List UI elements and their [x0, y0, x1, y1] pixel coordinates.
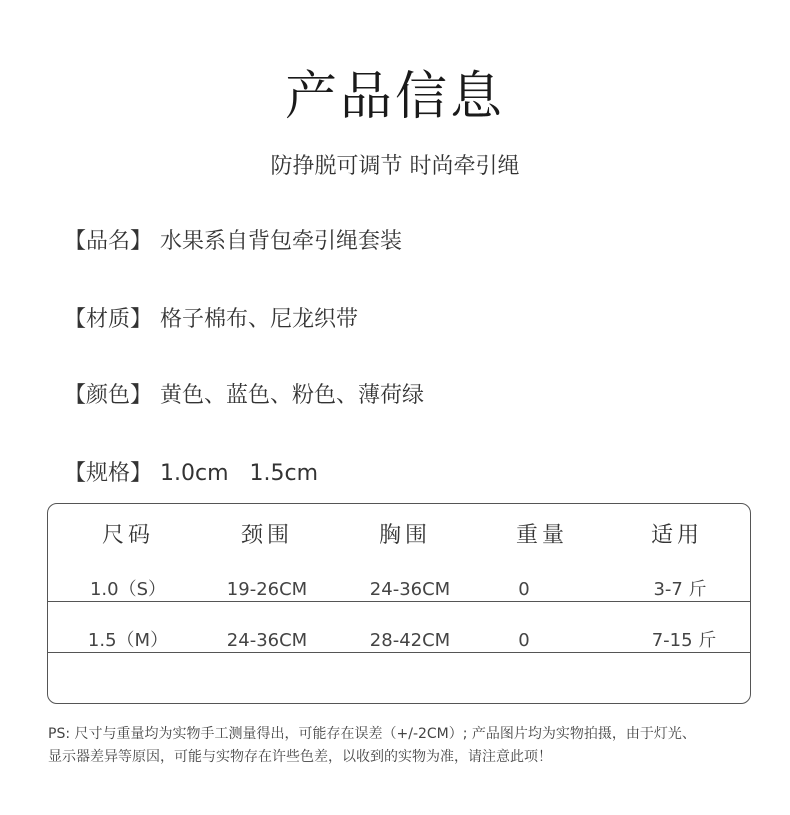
spec-name — [64, 225, 402, 259]
spec-label: 【材质】 — [64, 307, 153, 332]
table-cell: 24-36CM — [369, 579, 451, 600]
table-cell: 24-36CM — [226, 630, 308, 651]
table-cell: 3-7 斤 — [653, 579, 707, 600]
table-cell: 19-26CM — [226, 579, 308, 600]
table-header-neck: 颈围 — [240, 523, 293, 548]
table-cell: 0 — [518, 630, 530, 651]
spec-value: 格子棉布、尼龙织带 — [160, 307, 359, 332]
spec-value: 1.0cm 1.5cm — [160, 461, 319, 486]
spec-color — [64, 379, 424, 413]
table-cell: 1.0（S） — [89, 579, 167, 600]
table-cell: 28-42CM — [369, 630, 451, 651]
table-divider — [47, 601, 751, 602]
table-cell: 0 — [518, 579, 530, 600]
table-header-fit: 适用 — [650, 523, 703, 548]
table-header-size: 尺码 — [101, 523, 154, 548]
spec-label: 【规格】 — [64, 461, 153, 486]
note-line: PS: 尺寸与重量均为实物手工测量得出，可能存在误差（+/-2CM）; 产品图片均为实物拍摄，由于灯光、 — [48, 726, 696, 742]
table-cell: 1.5（M） — [87, 630, 169, 651]
table-header-chest: 胸围 — [378, 523, 431, 548]
spec-value: 黄色、蓝色、粉色、薄荷绿 — [160, 383, 425, 408]
table-divider — [47, 652, 751, 653]
page-subtitle: 防挣脱可调节 时尚牵引绳 — [270, 154, 520, 179]
page-title: 产品信息 — [284, 67, 505, 127]
note-line: 显示器差异等原因，可能与实物存在许些色差，以收到的实物为准，请注意此项！ — [48, 749, 552, 765]
spec-material — [64, 303, 358, 337]
spec-label: 【颜色】 — [64, 383, 153, 408]
spec-value: 水果系自背包牵引绳套装 — [160, 229, 403, 254]
spec-size — [64, 457, 318, 491]
spec-label: 【品名】 — [64, 229, 153, 254]
table-cell: 7-15 斤 — [651, 630, 717, 651]
table-header-weight: 重量 — [515, 523, 568, 548]
